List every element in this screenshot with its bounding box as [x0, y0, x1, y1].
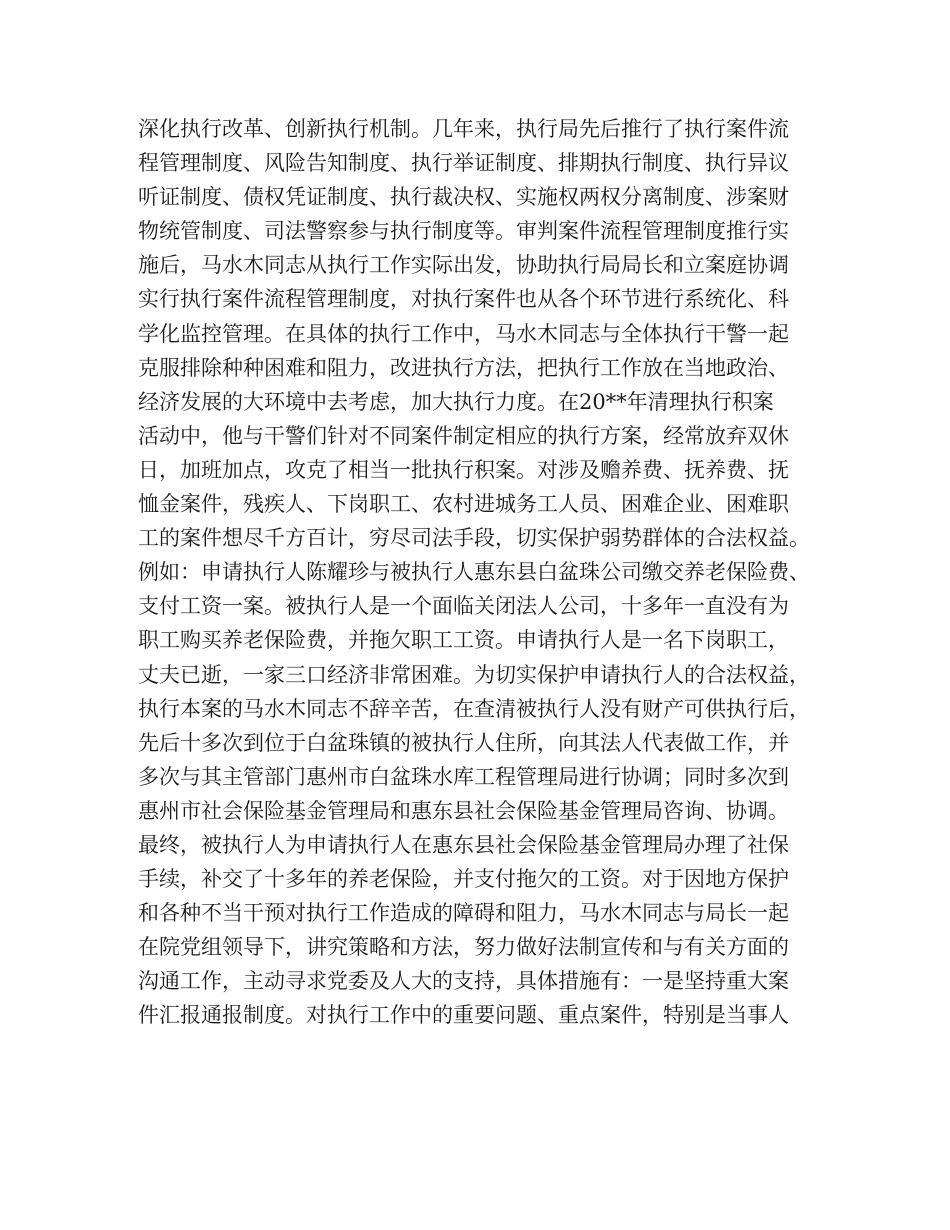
text-line: 在院党组领导下，讲究策略和方法，努力做好法制宣传和与有关方面的 — [138, 935, 789, 960]
text-line: 件汇报通报制度。对执行工作中的重要问题、重点案件，特别是当事人 — [138, 1003, 789, 1028]
text-line: 执行本案的马水木同志不辞辛苦，在查清被执行人没有财产可供执行后， — [138, 696, 810, 721]
text-line: 学化监控管理。在具体的执行工作中，马水木同志与全体执行干警一起 — [138, 321, 789, 346]
text-line: 克服排除种种困难和阻力，改进执行方法，把执行工作放在当地政治、 — [138, 355, 789, 380]
text-line: 恤金案件，残疾人、下岗职工、农村进城务工人员、困难企业、困难职 — [138, 492, 789, 517]
text-line: 职工购买养老保险费，并拖欠职工工资。申请执行人是一名下岗职工， — [138, 628, 789, 653]
text-line: 和各种不当干预对执行工作造成的障碍和阻力，马水木同志与局长一起 — [138, 901, 789, 926]
text-line: 支付工资一案。被执行人是一个面临关闭法人公司，十多年一直没有为 — [138, 594, 789, 619]
text-line: 实行执行案件流程管理制度，对执行案件也从各个环节进行系统化、科 — [138, 287, 789, 312]
text-line: 沟通工作，主动寻求党委及人大的支持，具体措施有：一是坚持重大案 — [138, 969, 789, 994]
text-line: 经济发展的大环境中去考虑，加大执行力度。在20**年清理执行积案 — [138, 389, 774, 414]
text-line: 施后，马水木同志从执行工作实际出发，协助执行局局长和立案庭协调 — [138, 253, 789, 278]
text-line: 手续，补交了十多年的养老保险，并支付拖欠的工资。对于因地方保护 — [138, 867, 789, 892]
text-line: 物统管制度、司法警察参与执行制度等。审判案件流程管理制度推行实 — [138, 219, 789, 244]
text-line: 先后十多次到位于白盆珠镇的被执行人住所，向其法人代表做工作，并 — [138, 730, 789, 755]
text-line: 多次与其主管部门惠州市白盆珠水库工程管理局进行协调；同时多次到 — [138, 764, 789, 789]
text-line: 程管理制度、风险告知制度、执行举证制度、排期执行制度、执行异议 — [138, 151, 789, 176]
text-line: 惠州市社会保险基金管理局和惠东县社会保险基金管理局咨询、协调。 — [138, 798, 789, 823]
text-line: 工的案件想尽千方百计，穷尽司法手段，切实保护弱势群体的合法权益。 — [138, 526, 810, 551]
text-line: 例如：申请执行人陈耀珍与被执行人惠东县白盆珠公司缴交养老保险费、 — [138, 560, 810, 585]
text-line: 日，加班加点，攻克了相当一批执行积案。对涉及赡养费、抚养费、抚 — [138, 457, 789, 482]
text-line: 最终，被执行人为申请执行人在惠东县社会保险基金管理局办理了社保 — [138, 832, 789, 857]
text-line: 活动中，他与干警们针对不同案件制定相应的执行方案，经常放弃双休 — [138, 423, 789, 448]
text-line: 丈夫已逝，一家三口经济非常困难。为切实保护申请执行人的合法权益， — [138, 662, 810, 687]
text-line: 深化执行改革、创新执行机制。几年来，执行局先后推行了执行案件流 — [138, 117, 789, 141]
body-text — [138, 112, 828, 1033]
text-line: 听证制度、债权凭证制度、执行裁决权、实施权两权分离制度、涉案财 — [138, 185, 789, 210]
